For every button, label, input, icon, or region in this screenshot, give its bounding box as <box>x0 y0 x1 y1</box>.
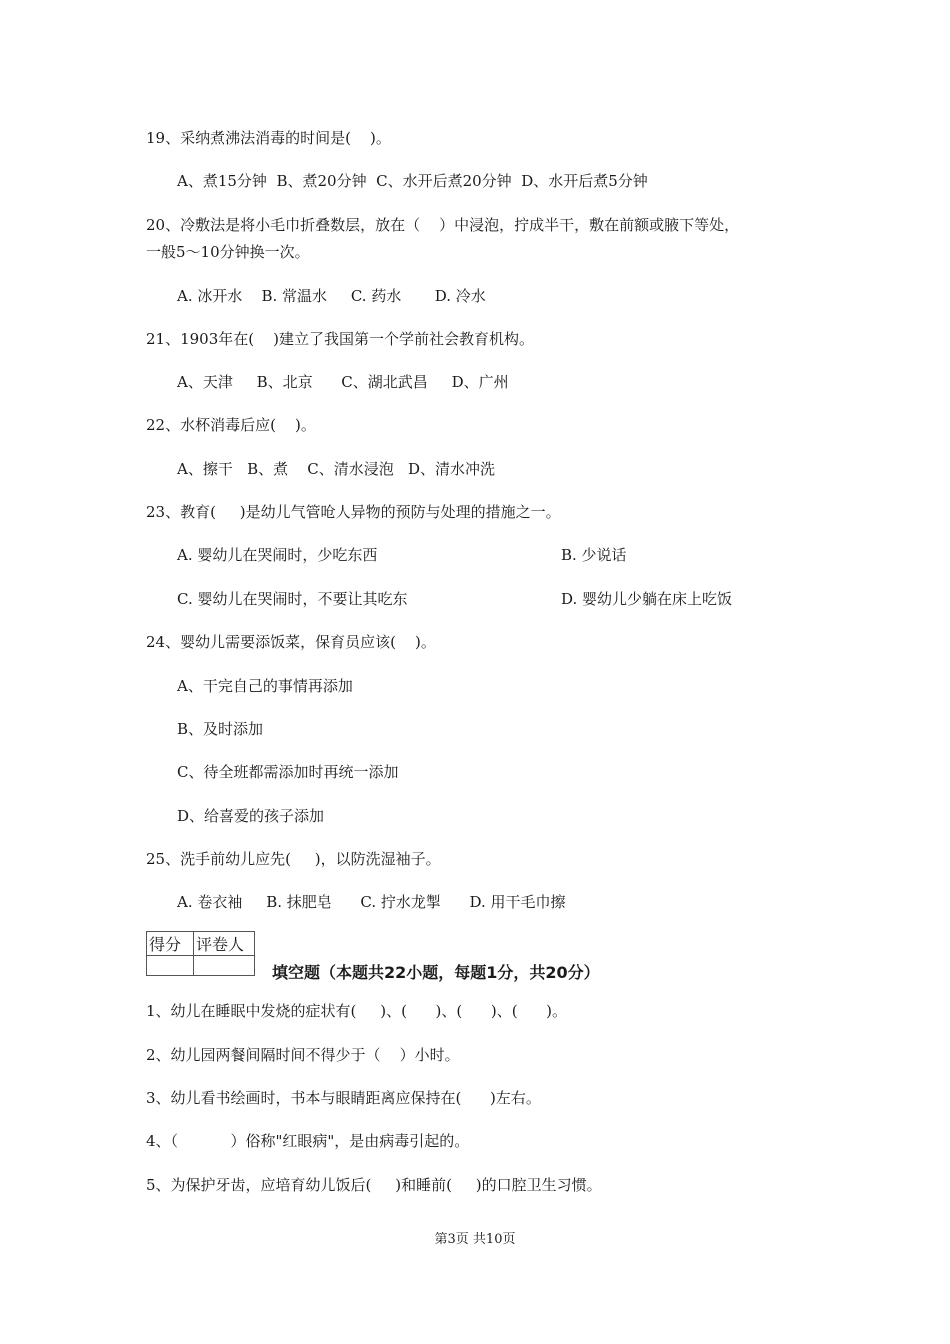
page-footer: 第3页 共10页 <box>434 1232 516 1247</box>
question-20: 20、冷敷法是将小毛巾折叠数层，放在（ ）中浸泡，拧成半干，敷在前额或腋下等处， <box>146 216 740 234</box>
q25-options: A. 卷衣袖 B. 抹肥皂 C. 拧水龙掣 D. 用干毛巾擦 <box>177 893 566 911</box>
score-box <box>146 931 255 976</box>
q21-options: A、天津 B、北京 C、湖北武昌 D、广州 <box>177 373 509 391</box>
fill-question-5: 5、为保护牙齿，应培育幼儿饭后( )和睡前( )的口腔卫生习惯。 <box>146 1176 602 1194</box>
question-22: 22、水杯消毒后应( )。 <box>146 416 316 434</box>
fill-question-2: 2、幼儿园两餐间隔时间不得少于（ ）小时。 <box>146 1046 460 1064</box>
fill-question-3: 3、幼儿看书绘画时，书本与眼睛距离应保持在( )左右。 <box>146 1089 541 1107</box>
q22-options: A、擦干 B、煮 C、清水浸泡 D、清水冲洗 <box>177 460 496 478</box>
q24-option-c: C、待全班都需添加时再统一添加 <box>177 763 399 781</box>
q23-option-b: B. 少说话 <box>561 546 627 564</box>
fill-question-1: 1、幼儿在睡眠中发烧的症状有( )、( )、( )、( )。 <box>146 1002 568 1020</box>
q20-options: A. 冰开水 B. 常温水 C. 药水 D. 冷水 <box>177 287 486 305</box>
question-19: 19、采纳煮沸法消毒的时间是( )。 <box>146 129 391 147</box>
question-25: 25、洗手前幼儿应先( )，以防洗湿袖子。 <box>146 850 441 868</box>
question-23: 23、教育( )是幼儿气管呛人异物的预防与处理的措施之一。 <box>146 503 561 521</box>
question-24: 24、婴幼儿需要添饭菜，保育员应该( )。 <box>146 633 436 651</box>
q23-option-c: C. 婴幼儿在哭闹时，不要让其吃东 <box>177 590 408 608</box>
q24-option-d: D、给喜爱的孩子添加 <box>177 807 325 825</box>
score-label: 得分 <box>147 932 194 956</box>
fill-question-4: 4、（ ）俗称"红眼病"，是由病毒引起的。 <box>146 1132 470 1150</box>
q23-option-d: D. 婴幼儿少躺在床上吃饭 <box>561 590 733 608</box>
question-20-cont: 一般5～10分钟换一次。 <box>146 243 310 261</box>
q19-options: A、煮15分钟 B、煮20分钟 C、水开后煮20分钟 D、水开后煮5分钟 <box>177 172 648 190</box>
grader-label: 评卷人 <box>194 932 255 956</box>
q24-option-a: A、干完自己的事情再添加 <box>177 677 353 695</box>
section-title: 填空题（本题共22小题，每题1分，共20分） <box>272 963 600 982</box>
question-21: 21、1903年在( )建立了我国第一个学前社会教育机构。 <box>146 330 535 348</box>
score-cell <box>147 956 194 976</box>
grader-cell <box>194 956 255 976</box>
q24-option-b: B、及时添加 <box>177 720 264 738</box>
q23-option-a: A. 婴幼儿在哭闹时，少吃东西 <box>177 546 378 564</box>
